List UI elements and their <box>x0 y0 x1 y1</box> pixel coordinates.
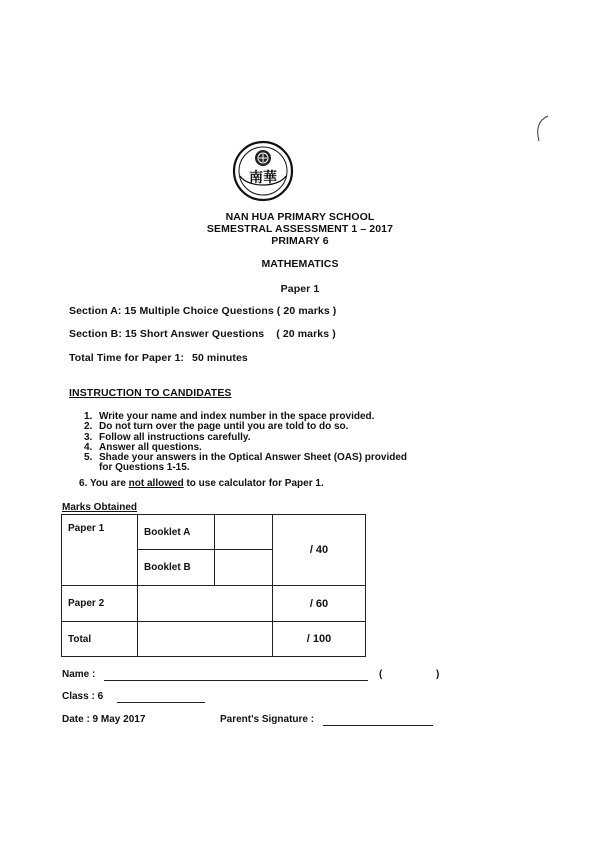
marks-table <box>61 514 366 657</box>
level-title: PRIMARY 6 <box>271 235 329 247</box>
instruction-item: 2. Do not turn over the page until you are told to do so. <box>84 421 349 433</box>
total-time-label: Total Time for Paper 1: <box>69 352 185 364</box>
crest-chinese-text: 南華 <box>249 170 277 186</box>
section-b-text: Section B: 15 Short Answer Questions ( 20 marks ) <box>69 328 336 340</box>
instructions-heading: INSTRUCTION TO CANDIDATES <box>69 387 232 399</box>
instruction-item-cont: for Questions 1-15. <box>99 462 190 474</box>
total-label: Total <box>62 622 138 657</box>
section-a-text: Section A: 15 Multiple Choice Questions ( 20 marks ) <box>69 305 337 317</box>
marks-heading: Marks Obtained <box>62 502 138 513</box>
name-label: Name : <box>62 669 96 680</box>
class-field[interactable] <box>117 702 205 703</box>
booklet-a-label: Booklet A <box>138 515 215 550</box>
class-label: Class : 6 <box>62 691 104 702</box>
paper2-score <box>138 586 273 622</box>
paper1-total: / 40 <box>273 515 366 586</box>
instruction-item: 5. Shade your answers in the Optical Answer Sheet (OAS) provided <box>84 452 408 464</box>
pen-mark <box>530 114 554 144</box>
instruction-item: 3. Follow all instructions carefully. <box>84 431 251 443</box>
paper-title: Paper 1 <box>280 283 320 295</box>
booklet-a-score <box>215 515 273 550</box>
total-time-value: 50 minutes <box>192 352 248 364</box>
total-score <box>138 622 273 657</box>
booklet-b-score <box>215 550 273 586</box>
assessment-title: SEMESTRAL ASSESSMENT 1 – 2017 <box>206 223 394 235</box>
instruction-item: 4. Answer all questions. <box>84 441 202 453</box>
name-field[interactable] <box>104 680 368 681</box>
school-crest-icon <box>232 140 294 202</box>
signature-field[interactable] <box>323 725 433 726</box>
paper2-total: / 60 <box>273 586 366 622</box>
grand-total: / 100 <box>273 622 366 657</box>
signature-label: Parent's Signature : <box>220 714 315 725</box>
instruction-item-6: 6. You are not allowed to use calculator for Paper 1. <box>79 478 324 489</box>
paper2-label: Paper 2 <box>62 586 138 622</box>
instructions-list <box>84 412 407 474</box>
index-paren-open: ( <box>379 669 383 680</box>
paper1-cell: Paper 1 <box>62 515 138 586</box>
school-name: NAN HUA PRIMARY SCHOOL <box>225 211 375 223</box>
index-paren-close: ) <box>436 669 440 680</box>
instruction-item: 1. Write your name and index number in the space provided. <box>84 411 375 422</box>
booklet-b-label: Booklet B <box>138 550 215 586</box>
date-label: Date : 9 May 2017 <box>62 714 146 725</box>
subject-title: MATHEMATICS <box>261 258 339 270</box>
